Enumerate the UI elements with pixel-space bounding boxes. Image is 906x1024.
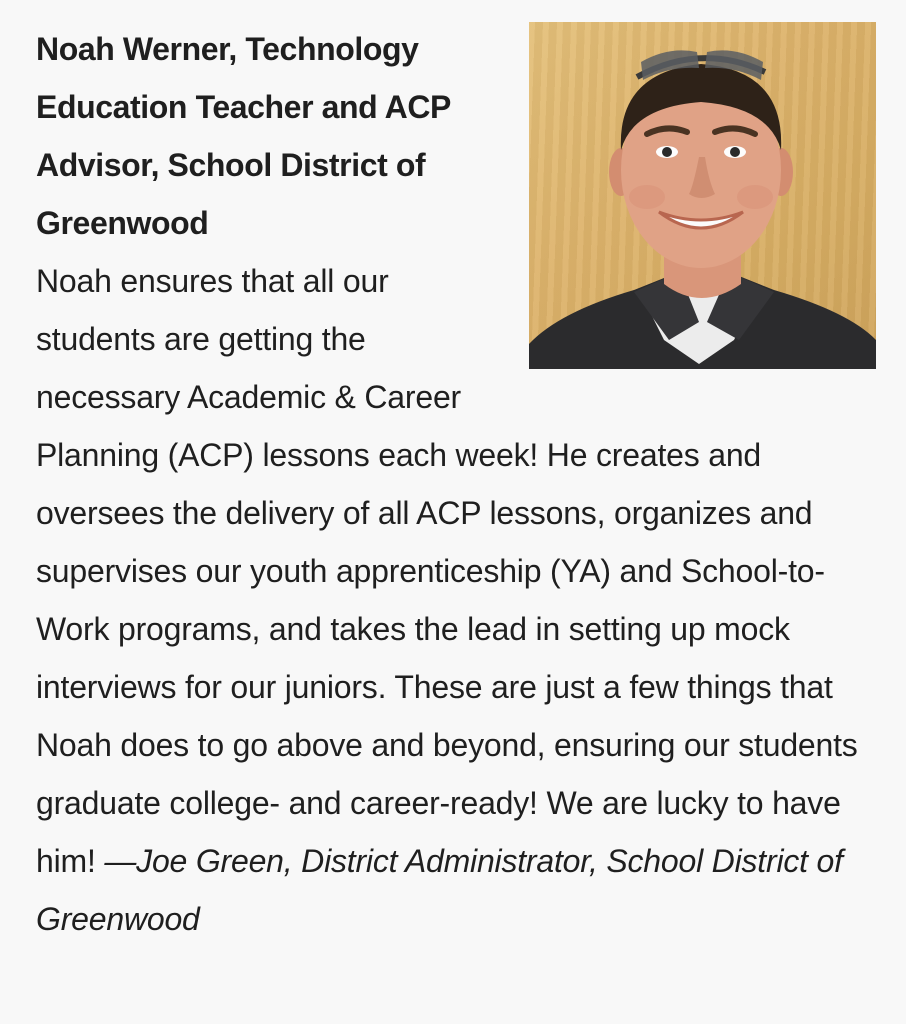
quote-attribution: —Joe Green, District Administrator, School District of Greenwood xyxy=(36,843,843,937)
portrait-illustration xyxy=(529,22,876,369)
profile-photo xyxy=(529,22,876,369)
profile-heading: Noah Werner, Technology Education Teacher and ACP Advisor, School District of Greenwood xyxy=(36,31,451,241)
profile-body: Noah ensures that all our students are getting the necessary Academic & Career Planning (ACP) lessons each week! He creates and oversees the delivery of all ACP lessons, organizes and supervises our youth apprenticeship (YA) and School-to-Work programs, and takes the lead in setting up mock interviews for our juniors. These are just a few things that Noah does to go above and beyond, ensuring our students graduate college- and career-ready! We are lucky to have him! xyxy=(36,263,858,879)
profile-article xyxy=(36,20,876,948)
